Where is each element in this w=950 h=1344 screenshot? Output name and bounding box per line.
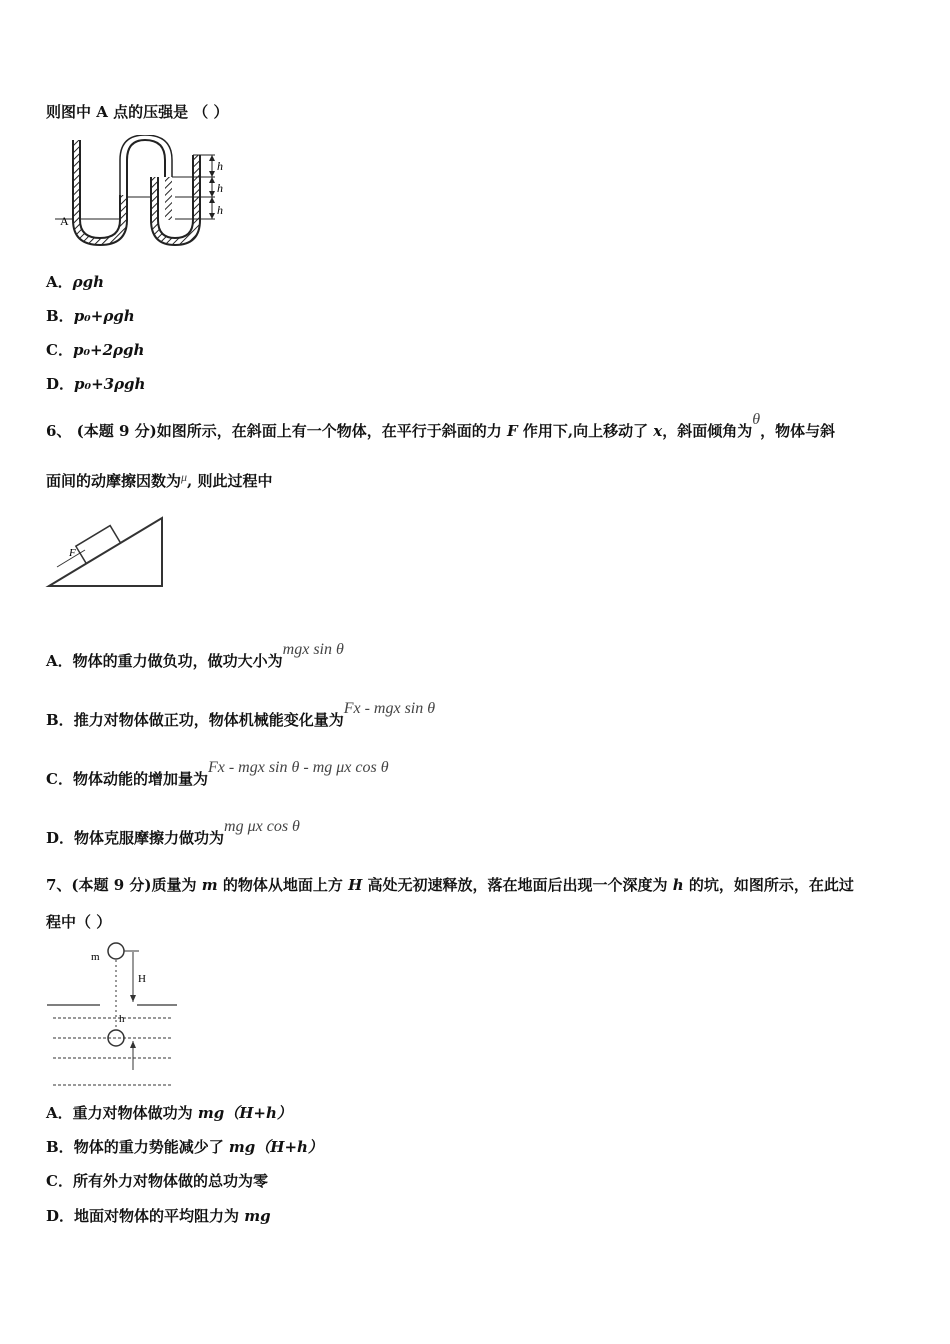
q7-option-a: A．重力对物体做功为 mg（H+h） — [46, 1104, 292, 1122]
label-h-upper: H — [138, 973, 146, 985]
q5-intro: 则图中 A 点的压强是 （ ） — [46, 103, 229, 121]
label-h-1: h — [217, 159, 223, 173]
q6-option-d: D．物体克服摩擦力做功为mg μx cos θ — [46, 818, 300, 847]
q7-option-c: C．所有外力对物体做的总功为零 — [46, 1172, 268, 1190]
falling-ball-figure — [45, 938, 180, 1090]
q7-option-d: D．地面对物体的平均阻力为 mg — [46, 1207, 271, 1225]
q6-option-b: B．推力对物体做正功，物体机械能变化量为Fx - mgx sin θ — [46, 700, 436, 729]
u-tube-figure — [55, 135, 225, 255]
q5-option-b: B．p₀+ρgh — [46, 307, 135, 325]
q7-option-b: B．物体的重力势能减少了 mg（H+h） — [46, 1138, 323, 1156]
label-m: m — [91, 951, 100, 963]
q6-stem-line2: 面间的动摩擦因数为$^\mu$, 则此过程中 — [46, 470, 273, 490]
q5-option-c: C．p₀+2ρgh — [46, 341, 145, 359]
q6-option-a: A．物体的重力做负功，做功大小为mgx sin θ — [46, 641, 344, 670]
q5-option-d: D．p₀+3ρgh — [46, 375, 146, 393]
label-h-2: h — [217, 181, 223, 195]
label-h-3: h — [217, 203, 223, 217]
label-f: F — [69, 547, 76, 559]
q7-stem-line1: 7、(本题 9 分)质量为 m 的物体从地面上方 H 高处无初速释放，落在地面后出现一个深度为 h 的坑，如图所示，在此过 — [46, 876, 854, 894]
q6-stem-line1: 6、 (本题 9 分)如图所示，在斜面上有一个物体，在平行于斜面的力 F 作用下,向上移动了 x，斜面倾角为θ，物体与斜 — [46, 411, 836, 440]
label-h-lower: h — [119, 1013, 125, 1025]
label-a: A — [60, 214, 69, 228]
q6-option-c: C．物体动能的增加量为Fx - mgx sin θ - mg μx cos θ — [46, 759, 389, 788]
incline-figure — [45, 512, 170, 592]
q5-option-a: A．ρgh — [46, 273, 105, 291]
q7-stem-line2: 程中（ ） — [46, 913, 112, 931]
